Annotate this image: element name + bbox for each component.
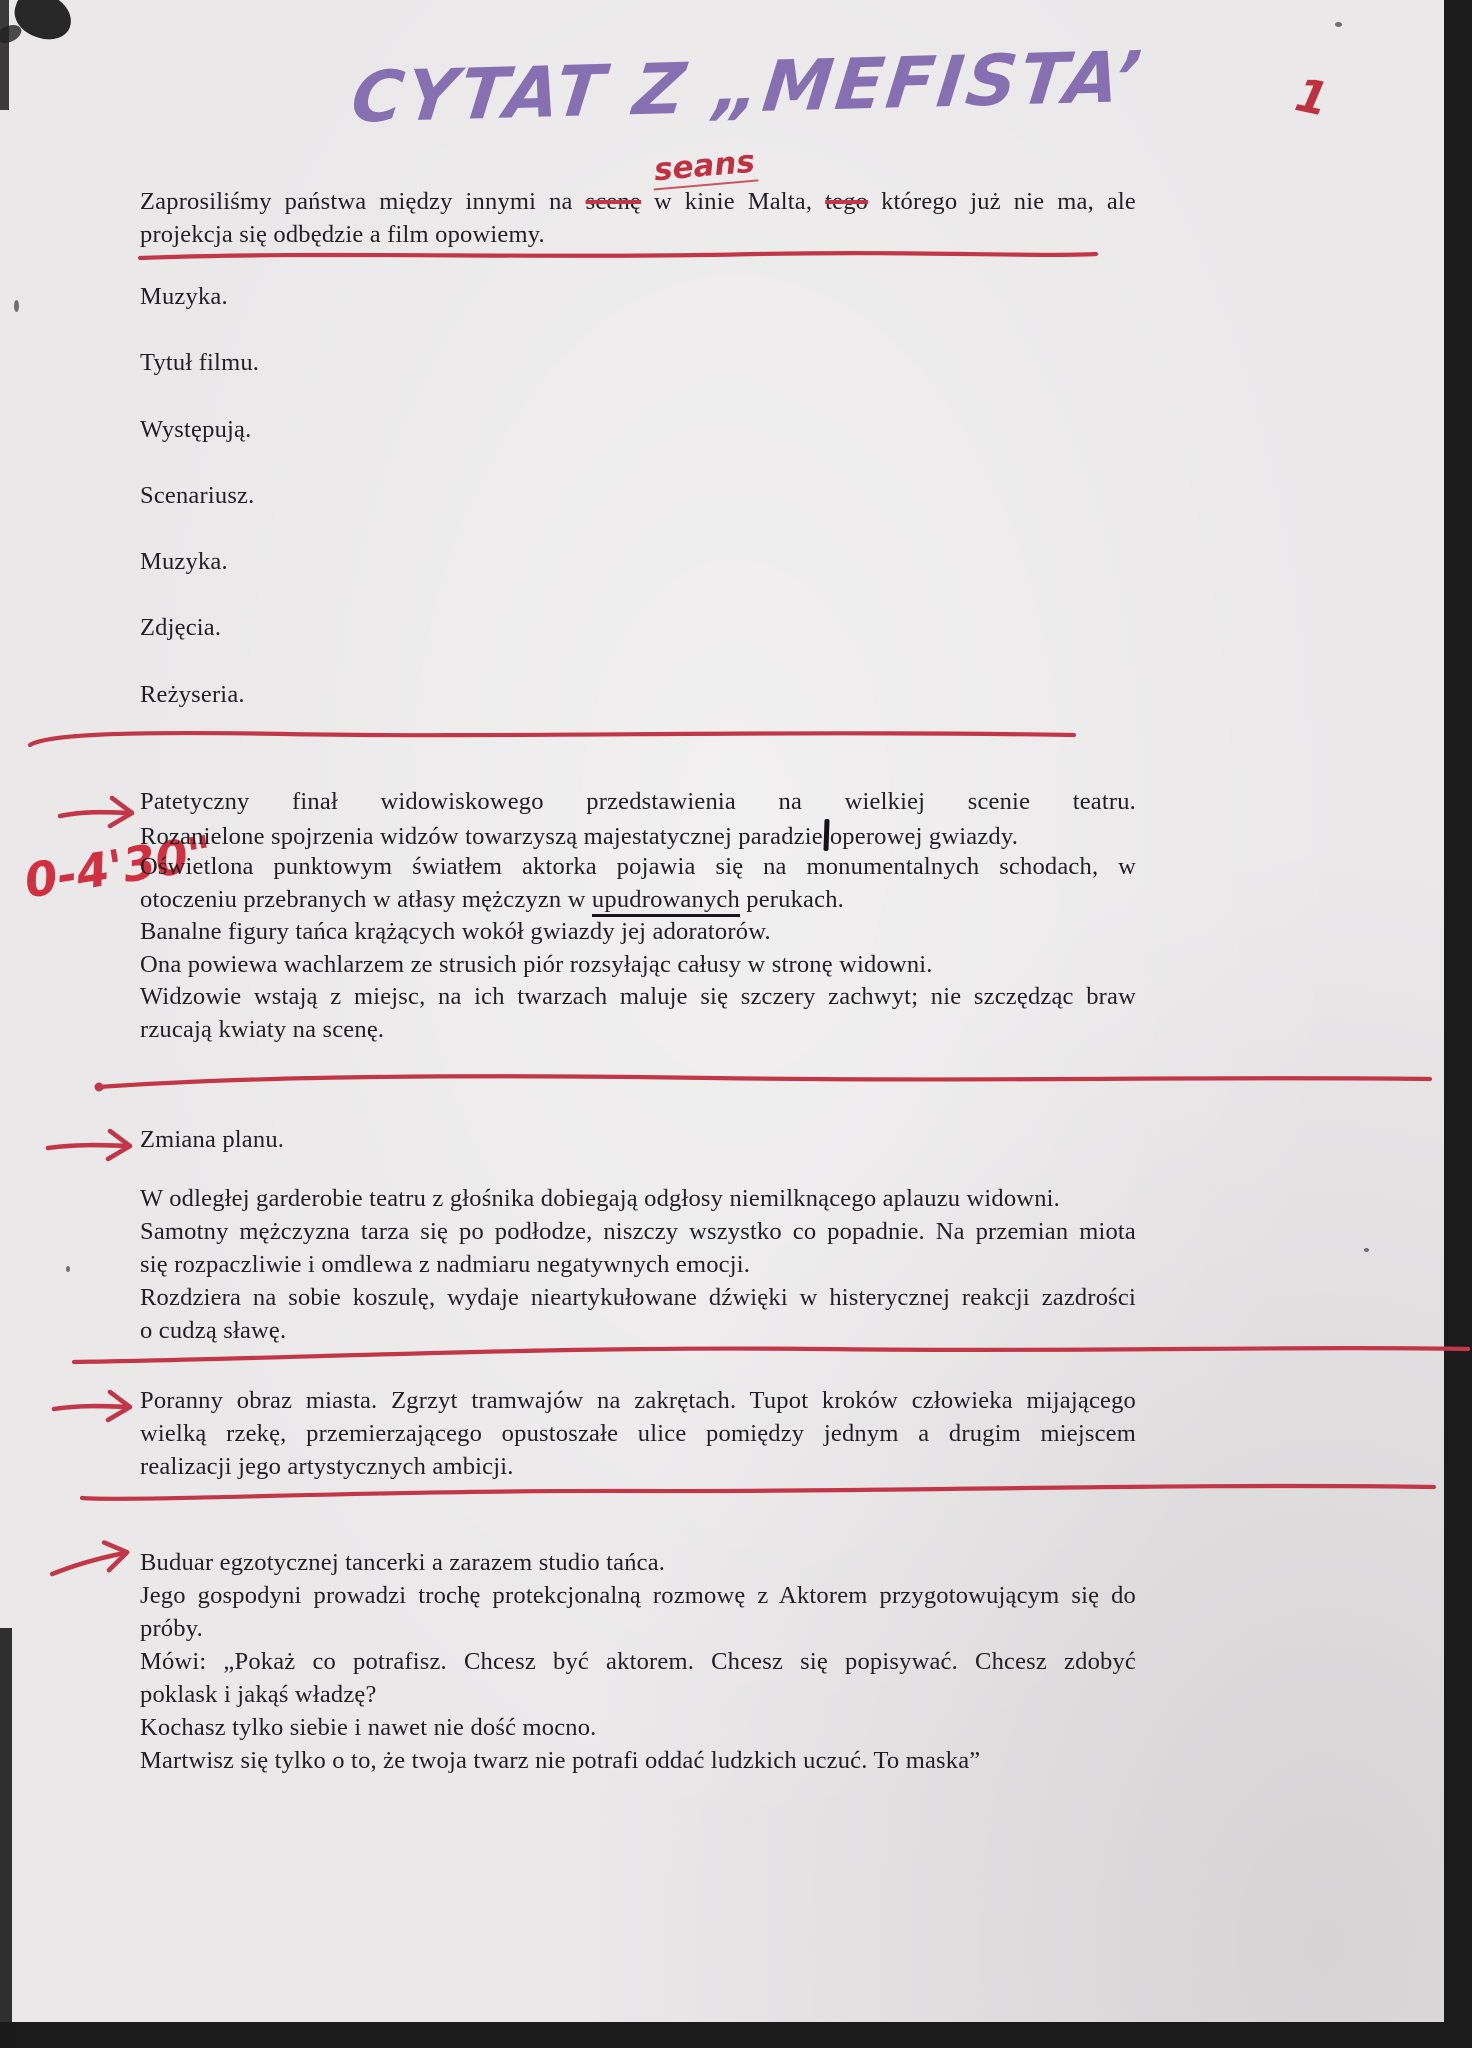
intro-text: w kinie Malta, (641, 188, 826, 215)
credit-line-wystepuja: Występują. (140, 416, 252, 443)
strikethrough-word-scene: scenę (585, 188, 641, 215)
intro-line-1 (140, 186, 1136, 219)
scan-edge-bottom (0, 2022, 1472, 2048)
scene4-line-2: Jego gospodyni prowadzi trochę protekcjonalną rozmowę z Aktorem przygotowującym się do (140, 1582, 1136, 1609)
scan-speck (1335, 22, 1342, 27)
red-separator-line-5 (78, 1478, 1438, 1506)
margin-arrow-icon-2 (44, 1122, 140, 1168)
scene4-line-4: Mówi: „Pokaż co potrafisz. Chcesz być aktorem. Chcesz się popisywać. Chcesz zdobyć (140, 1648, 1136, 1675)
scene2-line-5: o cudzą sławę. (140, 1317, 287, 1344)
handwritten-title: CYTAT Z „MEFISTA’ (347, 35, 1148, 139)
scene1-text: perukach. (739, 885, 844, 913)
handwritten-timecode: 0-4'30" (20, 825, 217, 910)
scene4-line-5: poklask i jakąś władzę? (140, 1681, 377, 1708)
scan-edge-left-top (0, 0, 9, 110)
scan-speck (66, 1266, 70, 1272)
scene2-line-4: Rozdziera na sobie koszulę, wydaje nieartykułowane dźwięki w histerycznej reakcji zazdrości (140, 1284, 1136, 1311)
margin-arrow-icon-1 (56, 790, 142, 836)
scene1-line-3: Oświetlona punktowym światłem aktorka pojawia się na monumentalnych schodach, w (140, 853, 1136, 880)
scene2-line-1: W odległej garderobie teatru z głośnika dobiegają odgłosy niemilknącego aplauzu widowni. (140, 1185, 1060, 1212)
scan-speck (14, 300, 19, 312)
scene4-line-3: próby. (140, 1615, 203, 1642)
margin-arrow-icon-4 (42, 1526, 143, 1595)
scene1-line-1: Patetyczny finał widowiskowego przedstawienia na wielkiej scenie teatru. (140, 788, 1136, 815)
credit-line-muzyka-2: Muzyka. (140, 548, 228, 575)
handwritten-correction-word: seans (651, 144, 759, 191)
intro-text: Zaprosiliśmy państwa między innymi na (140, 188, 586, 215)
intro-text: którego już nie ma, ale (868, 188, 1136, 215)
scene2-line-2: Samotny mężczyzna tarza się po podłodze, niszczy wszystko co popadnie. Na przemian miota (140, 1218, 1136, 1245)
scene2-heading: Zmiana planu. (140, 1126, 285, 1153)
strikethrough-word-tego: tego (825, 188, 869, 215)
scene1-line-8: rzucają kwiaty na scenę. (140, 1015, 385, 1043)
scene4-line-6: Kochasz tylko siebie i nawet nie dość mocno. (140, 1714, 597, 1741)
scene1-line-6: Ona powiewa wachlarzem ze strusich piór rozsyłając całusy w stronę widowni. (140, 950, 933, 978)
scan-speck (1364, 1248, 1369, 1252)
scene1-text: Rozanielone spojrzenia widzów towarzyszą majestatycznej paradzie (140, 822, 823, 850)
scan-edge-left-bottom (0, 1628, 12, 2048)
handwritten-page-number: 1 (1290, 67, 1334, 127)
red-separator-line-1 (138, 246, 1100, 266)
credit-line-tytul-filmu: Tytuł filmu. (140, 349, 260, 376)
scene1-text: otoczeniu przebranych w atłasy mężczyzn w (140, 885, 592, 913)
underlined-word: upudrowanych (592, 886, 740, 917)
red-separator-line-3 (92, 1068, 1434, 1096)
scene3-line-3: realizacji jego artystycznych ambicji. (140, 1453, 514, 1480)
scene1-line-4 (140, 884, 1136, 917)
scan-edge-right (1444, 0, 1472, 2048)
margin-arrow-icon-3 (50, 1384, 140, 1430)
red-separator-line-4 (70, 1340, 1472, 1368)
intro-line-2: projekcja się odbędzie a film opowiemy. (140, 221, 545, 248)
credit-line-scenariusz: Scenariusz. (140, 482, 255, 509)
credit-line-muzyka-1: Muzyka. (140, 283, 228, 310)
scene1-line-5: Banalne figury tańca krążących wokół gwiazdy jej adoratorów. (140, 918, 771, 945)
ink-mark (823, 818, 829, 850)
red-separator-line-2 (26, 724, 1078, 750)
scan-corner-mark (9, 0, 78, 46)
credit-line-rezyseria: Reżyseria. (140, 681, 245, 708)
scene4-line-1: Buduar egzotycznej tancerki a zarazem studio tańca. (140, 1549, 666, 1576)
credit-line-zdjecia: Zdjęcia. (140, 614, 222, 641)
scene3-line-1: Poranny obraz miasta. Zgrzyt tramwajów na zakrętach. Tupot kroków człowieka mijającego (140, 1387, 1136, 1414)
scene1-line-2 (140, 819, 1136, 854)
scene3-line-2: wielką rzekę, przemierzającego opustoszałe ulice pomiędzy jednym a drugim miejscem (140, 1420, 1136, 1447)
scene4-line-7: Martwisz się tylko o to, że twoja twarz nie potrafi oddać ludzkich uczuć. To maska” (140, 1747, 981, 1774)
scene1-line-7: Widzowie wstają z miejsc, na ich twarzach maluje się szczery zachwyt; nie szczędząc braw (140, 983, 1136, 1010)
scene1-text: operowej gwiazdy. (829, 822, 1019, 850)
scene2-line-3: się rozpaczliwie i omdlewa z nadmiaru negatywnych emocji. (140, 1251, 751, 1278)
